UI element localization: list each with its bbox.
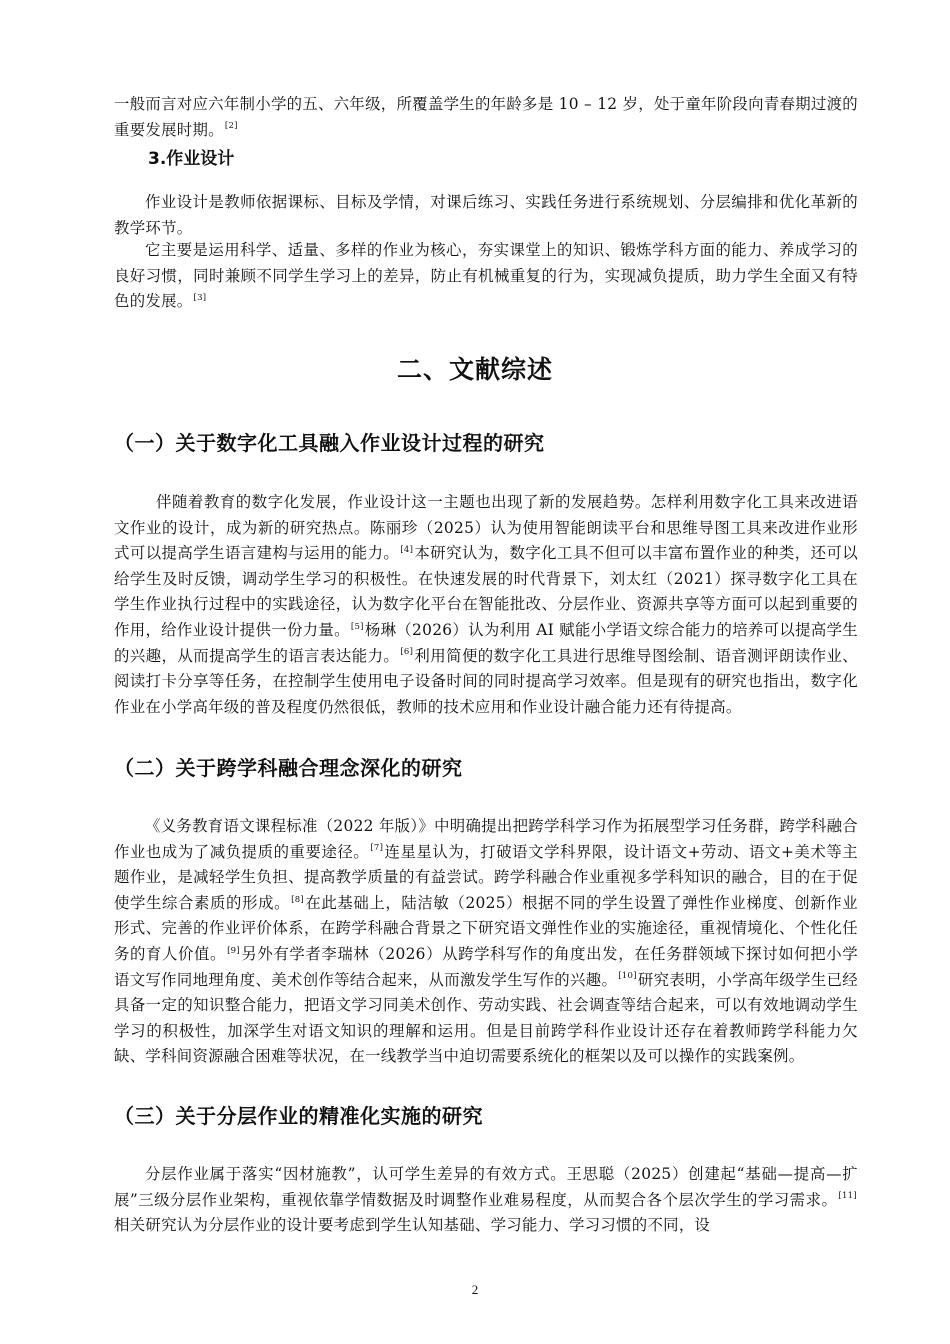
page-number: 2 [471,1282,479,1297]
intro-paragraph [114,92,858,143]
paragraph-text: 在此基础上，陆洁敏（2025）根据不同的学生设置了弹性作业梯度、创新作业形式、完善的作业评价体系，在跨学科融合背景之下研究语文弹性作业的实施途径，重视情境化、个性化任务的育人价值。 [114,893,858,963]
paragraph-text: 分层作业属于落实“因材施教”，认可学生差异的有效方式。王思聪（2025）创建起“基础—提高—扩展”三级分层作业架构，重视依靠学情数据及时调整作业难易程度，从而契合各个层次学生的学习需求。 [114,1165,858,1209]
citation-ref: [4] [400,545,414,556]
intro-text: 一般而言对应六年制小学的五、六年级，所覆盖学生的年龄多是 10 – 12 岁，处于童年阶段向青春期过渡的重要发展时期。 [114,95,858,139]
paragraph-text: 伴随着教育的数字化发展，作业设计这一主题也出现了新的发展趋势。怎样利用数字化工具来改进语文作业的设计，成为新的研究热点。陈丽珍（2025）认为使用智能朗读平台和思维导图工具来改进作业形式可以提高学生语言建构与运用的能力。 [114,493,858,563]
section-heading: （三）关于分层作业的精准化实施的研究 [114,1104,483,1128]
paragraph-text: 相关研究认为分层作业的设计要考虑到学生认知基础、学习能力、学习习惯的不同，设 [114,1216,711,1235]
citation-ref: [8] [291,894,305,905]
citation-ref: [5] [350,621,364,632]
paragraph [114,190,858,241]
subsection-heading: 3.作业设计 [148,149,235,169]
paragraph-text: 《义务教育语文课程标准（2022 年版）》中明确提出把跨学科学习作为拓展型学习任务群，跨学科融合作业也成为了减负提质的重要途径。 [114,817,858,861]
paragraph [114,1162,858,1239]
citation-ref: [6] [400,647,414,658]
citation-ref: [7] [370,843,384,854]
paragraph-text: 连星星认为，打破语文学科界限，设计语文+劳动、语文+美术等主题作业，是减轻学生负担、提高教学质量的有益尝试。跨学科融合作业重视多学科知识的融合，目的在于促使学生综合素质的形成。 [114,842,858,912]
section-heading: （一）关于数字化工具融入作业设计过程的研究 [114,431,545,455]
section-heading: （二）关于跨学科融合理念深化的研究 [114,756,463,780]
paragraph [114,490,858,720]
paragraph-text: 它主要是运用科学、适量、多样的作业为核心，夯实课堂上的知识、锻炼学科方面的能力、养成学习的良好习惯，同时兼顾不同学生学习上的差异，防止有机械重复的行为，实现减负提质，助力学生全面又有特色的发展。 [114,241,858,311]
citation-ref: [10] [618,971,637,982]
citation-ref: [2] [224,121,238,132]
paragraph-text: 研究表明，小学高年级学生已经具备一定的知识整合能力，把语文学习同美术创作、劳动实践、社会调查等结合起来，可以有效地调动学生学习的积极性，加深学生对语文知识的理解和运用。但是目前跨学科作业设计还存在着教师跨学科能力欠缺、学科间资源融合困难等状况，在一线教学当中迫切需要系统化的框架以及可以操作的实践案例。 [114,970,858,1066]
chapter-title: 二、文献综述 [396,355,553,384]
paragraph-text: 作业设计是教师依据课标、目标及学情，对课后练习、实践任务进行系统规划、分层编排和优化革新的教学环节。 [114,193,858,237]
paragraph-text: 杨琳（2026）认为利用 AI 赋能小学语文综合能力的培养可以提高学生的兴趣，从而提高学生的语言表达能力。 [114,620,858,665]
paragraph-text: 利用简便的数字化工具进行思维导图绘制、语音测评朗读作业、阅读打卡分享等任务，在控制学生使用电子设备时间的同时提高学习效率。但是现有的研究也指出，数字化作业在小学高年级的普及程度仍然很低，教师的技术应用和作业设计融合能力还有待提高。 [114,646,858,716]
citation-ref: [3] [193,293,207,304]
paragraph-text: 另外有学者李瑞林（2026）从跨学科写作的角度出发，在任务群领域下探讨如何把小学语文写作同地理角度、美术创作等结合起来，从而激发学生写作的兴趣。 [114,944,858,989]
citation-ref: [11] [838,1191,857,1202]
citation-ref: [9] [227,945,241,956]
paragraph [114,814,858,1070]
paragraph [114,238,858,315]
paragraph-text: 本研究认为，数字化工具不但可以丰富布置作业的种类，还可以给学生及时反馈，调动学生学习的积极性。在快速发展的时代背景下，刘太红（2021）探寻数字化工具在学生作业执行过程中的实践途径，认为数字化平台在智能批改、分层作业、资源共享等方面可以起到重要的作用，给作业设计提供一份力量。 [114,544,858,639]
